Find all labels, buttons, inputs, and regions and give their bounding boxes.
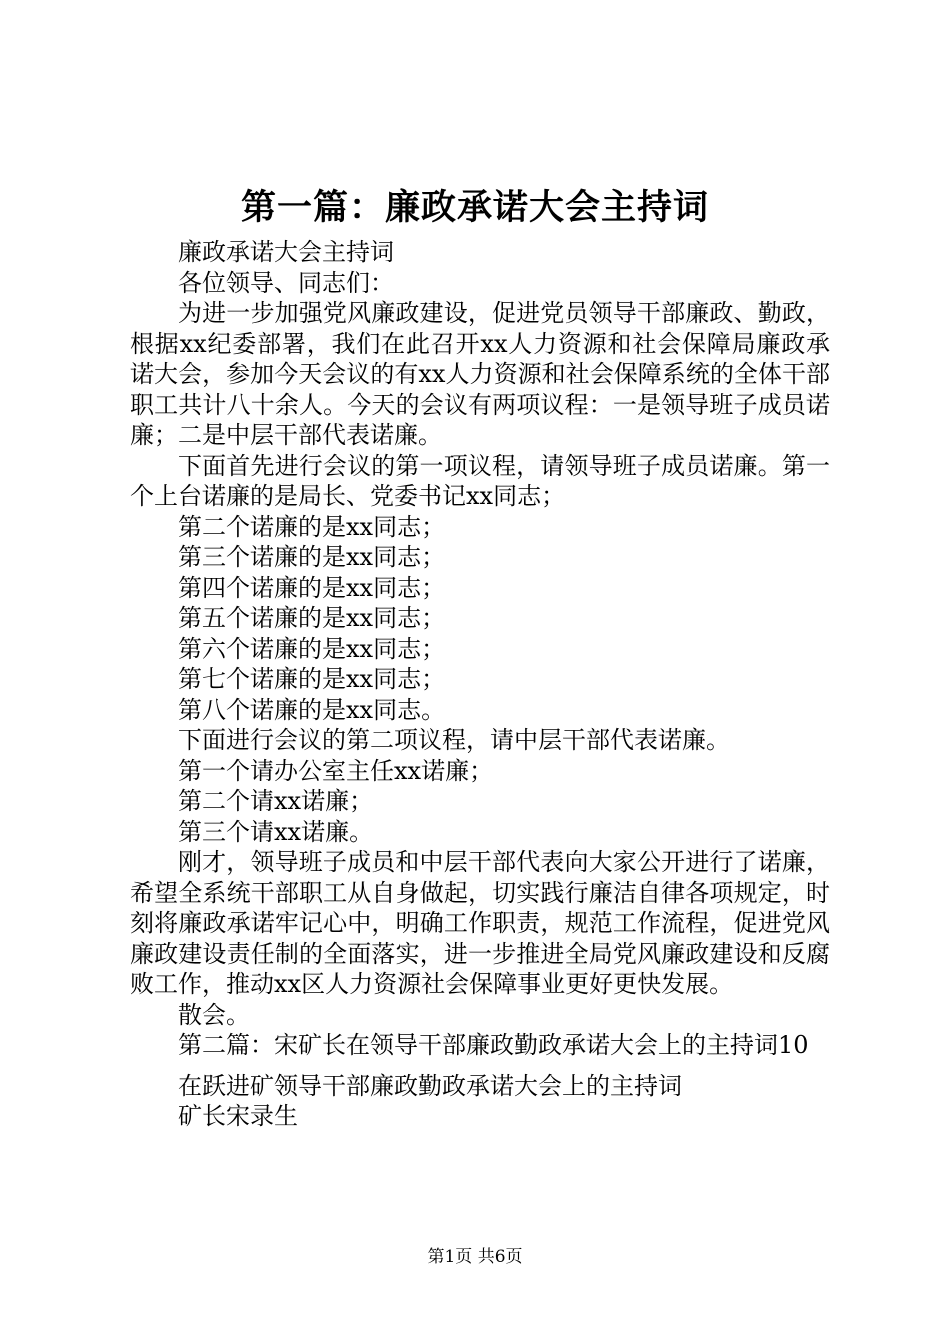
paragraph-item: 第三个诺廉的是xx同志；	[178, 543, 446, 571]
paragraph-agenda-one: 下面首先进行会议的第一项议程，请领导班子成员诺廉。第一个上台诺廉的是局长、党委书记xx同志；	[130, 451, 830, 510]
paragraph-agenda-two: 下面进行会议的第二项议程，请中层干部代表诺廉。	[178, 726, 730, 754]
paragraph-item: 第六个诺廉的是xx同志；	[178, 634, 446, 663]
page-title: 第一篇：廉政承诺大会主持词	[240, 188, 709, 228]
spacer	[130, 1061, 830, 1071]
paragraph-item: 第五个诺廉的是xx同志；	[178, 604, 446, 632]
page-footer: 第1页 共6页	[427, 1247, 523, 1267]
paragraph-item: 第三个请xx诺廉。	[178, 817, 374, 846]
paragraph-intro: 为进一步加强党风廉政建设，促进党员领导干部廉政、勤政，根据xx纪委部署，我们在此召开xx人力资源和社会保障局廉政承诺大会，参加今天会议的有xx人力资源和社会保障系统的全体干部职工共计八十余人。今天的会议有两项议程：一是领导班子成员诺廉；二是中层干部代表诺廉。	[130, 299, 830, 449]
paragraph-closing: 散会。	[178, 1000, 250, 1029]
paragraph-item: 第一个请办公室主任xx诺廉；	[178, 756, 494, 785]
paragraph-subtitle: 廉政承诺大会主持词	[178, 238, 394, 266]
paragraph-author: 矿长宋录生	[178, 1102, 298, 1130]
document-body	[130, 237, 830, 1132]
paragraph-item: 第四个诺廉的是xx同志；	[178, 573, 446, 602]
paragraph-second-article-title: 第二篇：宋矿长在领导干部廉政勤政承诺大会上的主持词10	[178, 1031, 809, 1059]
paragraph-item: 第二个请xx诺廉；	[178, 787, 374, 815]
paragraph-item: 第八个诺廉的是xx同志。	[178, 695, 446, 724]
paragraph-item: 第七个诺廉的是xx同志；	[178, 665, 446, 693]
paragraph-summary: 刚才，领导班子成员和中层干部代表向大家公开进行了诺廉，希望全系统干部职工从自身做起，切实践行廉洁自律各项规定，时刻将廉政承诺牢记心中，明确工作职责，规范工作流程，促进党风廉政建设责任制的全面落实，进一步推进全局党风廉政建设和反腐败工作，推动xx区人力资源社会保障事业更好更快发展。	[130, 848, 830, 998]
paragraph-salutation: 各位领导、同志们：	[178, 268, 394, 297]
paragraph-second-article-subtitle: 在跃进矿领导干部廉政勤政承诺大会上的主持词	[178, 1071, 682, 1100]
paragraph-item: 第二个诺廉的是xx同志；	[178, 512, 446, 541]
